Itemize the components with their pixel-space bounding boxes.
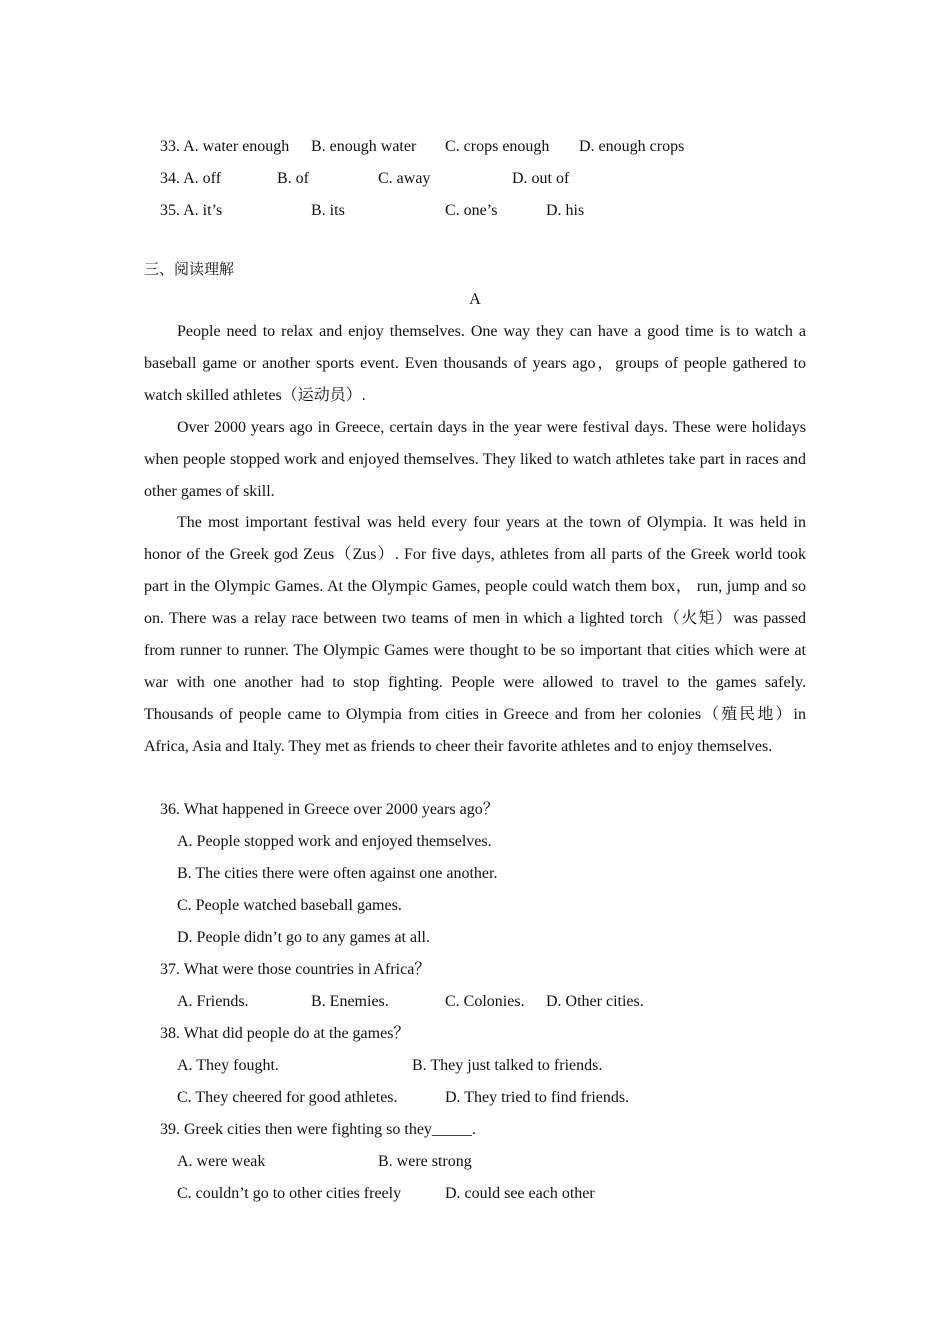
q37-option-d: D. Other cities. <box>546 993 644 1010</box>
q38-option-d: D. They tried to find friends. <box>445 1089 630 1106</box>
passage-paragraph-1: People need to relax and enjoy themselves. One way they can have a good time is to watch a baseball game or another sports event. Even thousands of years ago，groups of people gathered to watch skilled athletes（运动员）. <box>144 323 806 404</box>
section-title: 三、阅读理解 <box>144 260 235 278</box>
q39-option-c: C. couldn’t go to other cities freely <box>177 1185 402 1202</box>
q34-option-a: 34. A. off <box>160 170 222 187</box>
q36-option-d: D. People didn’t go to any games at all. <box>177 929 430 946</box>
q35-option-d: D. his <box>546 202 585 219</box>
q38-option-b: B. They just talked to friends. <box>412 1057 603 1074</box>
q33-option-c: C. crops enough <box>445 138 550 155</box>
q34-option-d: D. out of <box>512 170 570 187</box>
q37-option-b: B. Enemies. <box>311 993 389 1010</box>
q35-option-c: C. one’s <box>445 202 498 219</box>
q33-option-d: D. enough crops <box>579 138 685 155</box>
q33-option-a: 33. A. water enough <box>160 138 290 155</box>
q39-option-b: B. were strong <box>378 1153 472 1170</box>
q37-option-a: A. Friends. <box>177 993 249 1010</box>
q39-option-d: D. could see each other <box>445 1185 595 1202</box>
passage-label: A <box>469 291 481 308</box>
q34-option-c: C. away <box>378 170 431 187</box>
passage-paragraph-3: The most important festival was held every four years at the town of Olympia. It was held in honor of the Greek god Zeus（Zus）. For five days, athletes from all parts of the Greek world took part in the Olympic Games. At the Olympic Games, people could watch them box， run, jump and so on. There was a relay race between two teams of men in which a lighted torch（火矩）was passed from runner to runner. The Olympic Games were thought to be so important that cities which were at war with one another had to stop fighting. People were allowed to travel to the games safely. Thousands of people came to Olympia from cities in Greece and from her colonies（殖民地）in Africa, Asia and Italy. They met as friends to cheer their favorite athletes and to enjoy themselves. <box>144 514 807 755</box>
q36-option-c: C. People watched baseball games. <box>177 897 402 914</box>
q35-option-a: 35. A. it’s <box>160 202 223 219</box>
q38-stem: 38. What did people do at the games？ <box>160 1025 410 1042</box>
q37-stem: 37. What were those countries in Africa？ <box>160 961 431 978</box>
q39-option-a: A. were weak <box>177 1153 266 1170</box>
passage-paragraph-2: Over 2000 years ago in Greece, certain days in the year were festival days. These were holidays when people stopped work and enjoyed themselves. They liked to watch athletes take part in races and other games of skill. <box>144 419 806 500</box>
q36-option-a: A. People stopped work and enjoyed themselves. <box>177 833 492 850</box>
q34-option-b: B. of <box>277 170 309 187</box>
q36-stem: 36. What happened in Greece over 2000 years ago？ <box>160 801 499 818</box>
q38-option-c: C. They cheered for good athletes. <box>177 1089 398 1106</box>
q37-option-c: C. Colonies. <box>445 993 525 1010</box>
q35-option-b: B. its <box>311 202 345 219</box>
q33-option-b: B. enough water <box>311 138 417 155</box>
q38-option-a: A. They fought. <box>177 1057 279 1074</box>
q39-stem: 39. Greek cities then were fighting so they_____. <box>160 1121 476 1138</box>
q36-option-b: B. The cities there were often against one another. <box>177 865 498 882</box>
